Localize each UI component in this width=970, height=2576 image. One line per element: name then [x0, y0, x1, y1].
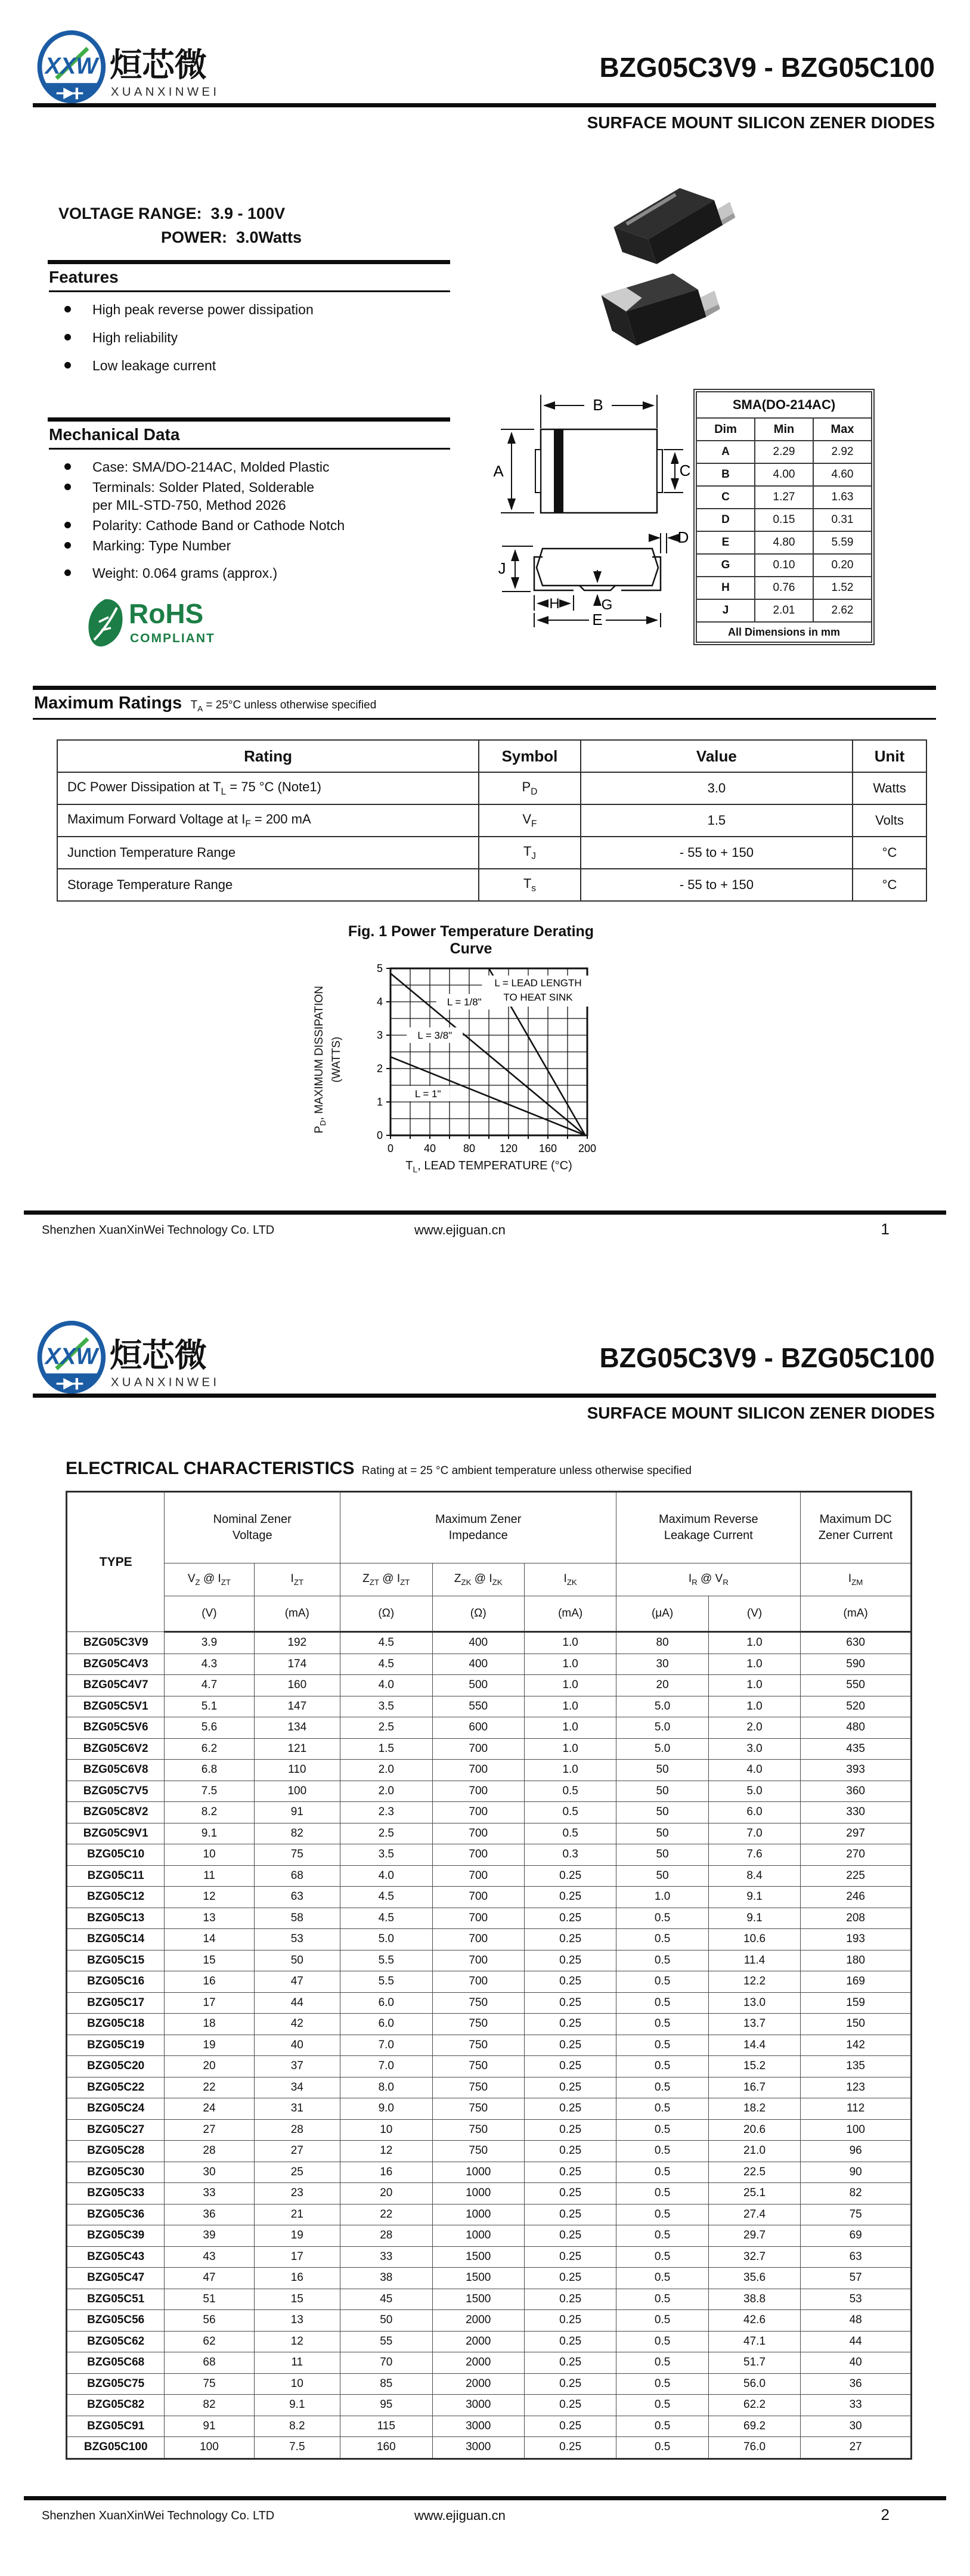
figure-y-axis-label: $P_D$, MAXIMUM DISSIPATION (WATTS)	[313, 986, 343, 1134]
figure-title: Fig. 1 Power Temperature Derating Curve	[348, 923, 594, 957]
bullet-icon	[64, 334, 71, 340]
bullet-item: Polarity: Cathode Band or Cathode Notch	[48, 516, 450, 534]
table-row: E 4.80 5.59	[696, 531, 872, 554]
table-row: BZG05C17 17 44 6.0 750 0.25 0.5 13.0 159	[67, 1992, 912, 2014]
maximum-reverse-leakage-header: Maximum Reverse Leakage Current	[616, 1492, 801, 1563]
dim-label-d: D	[677, 528, 689, 546]
maximum-ratings-note: $T_A = 25^\circ C$ unless otherwise specified	[190, 699, 377, 713]
logo-acronym: XXW	[45, 1343, 98, 1370]
table-row: BZG05C100 100 7.5 160 3000 0.25 0.5 76.0 27	[67, 2437, 912, 2459]
table-row: BZG05C75 75 10 85 2000 0.25 0.5 56.0 36	[67, 2373, 912, 2395]
table-row: BZG05C15 15 50 5.5 700 0.25 0.5 11.4 180	[67, 1950, 912, 1971]
izm-header: $I_{ZM}$	[801, 1563, 912, 1596]
maximum-ratings-section-header	[33, 686, 936, 720]
voltage-range-label: VOLTAGE RANGE:	[58, 205, 202, 222]
footer-company: Shenzhen XuanXinWei Technology Co. LTD	[42, 1224, 275, 1237]
table-row: BZG05C10 10 75 3.5 700 0.3 50 7.6 270	[67, 1844, 912, 1866]
table-row: BZG05C5V1 5.1 147 3.5 550 1.0 5.0 1.0 520	[67, 1696, 912, 1717]
bullet-icon	[64, 484, 71, 490]
table-row: B 4.00 4.60	[696, 463, 872, 486]
logo-chinese-name: 烜芯微	[109, 47, 207, 83]
header-divider	[33, 1394, 936, 1398]
bullet-icon	[64, 362, 71, 369]
unit-ma2: (mA)	[524, 1596, 616, 1632]
table-row: BZG05C19 19 40 7.0 750 0.25 0.5 14.4 142	[67, 2035, 912, 2056]
bullet-icon	[64, 463, 71, 470]
ir-vr-header: $I_R$ @ $V_R$	[616, 1563, 801, 1596]
svg-text:L = LEAD LENGTH: L = LEAD LENGTH	[494, 977, 582, 989]
power-value: 3.0Watts	[236, 228, 302, 246]
logo-chinese-name: 烜芯微	[109, 1337, 207, 1374]
company-logo-icon	[33, 29, 224, 107]
table-row: Junction Temperature Range $T_J$ - 55 to + 150 °C	[57, 837, 926, 869]
footer-url[interactable]: www.ejiguan.cn	[414, 2508, 506, 2523]
table-row: BZG05C33 33 23 20 1000 0.25 0.5 25.1 82	[67, 2183, 912, 2205]
table-row: BZG05C43 43 17 33 1500 0.25 0.5 32.7 63	[67, 2246, 912, 2268]
nominal-zener-voltage-header: Nominal Zener Voltage	[165, 1492, 340, 1563]
dim-label-a: A	[493, 462, 504, 480]
table-row: BZG05C18 18 42 6.0 750 0.25 0.5 13.7 150	[67, 2014, 912, 2035]
table-row: BZG05C14 14 53 5.0 700 0.25 0.5 10.6 193	[67, 1929, 912, 1950]
table-row: DC Power Dissipation at $T_L = 75$ °C (Note1) $P_D$ 3.0 Watts	[57, 772, 926, 804]
footer-divider	[24, 1210, 946, 1215]
unit-ohm2: (Ω)	[432, 1596, 524, 1632]
vz-izt-header: $V_Z$ @ $I_{ZT}$	[165, 1563, 254, 1596]
svg-text:0: 0	[387, 1143, 394, 1154]
table-row: A 2.29 2.92	[696, 441, 872, 463]
bullet-item: High reliability	[48, 329, 450, 346]
zzk-izk-header: $Z_{ZK}$ @ $I_{ZK}$	[432, 1563, 524, 1596]
svg-text:5: 5	[376, 962, 383, 974]
rohs-compliant-icon	[85, 593, 234, 650]
table-row: Maximum Forward Voltage at $I_F = 200$ mA $V_F$ 1.5 Volts	[57, 804, 926, 837]
electrical-characteristics-header	[66, 1459, 912, 1479]
table-row: BZG05C13 13 58 4.5 700 0.25 0.5 9.1 208	[67, 1908, 912, 1929]
min-col-header: Min	[755, 418, 813, 441]
svg-text:120: 120	[499, 1143, 518, 1154]
dim-label-j: J	[498, 559, 506, 577]
svg-text:160: 160	[538, 1143, 557, 1154]
maximum-dc-zener-current-header: Maximum DC Zener Current	[801, 1492, 912, 1563]
table-row: BZG05C8V2 8.2 91 2.3 700 0.5 50 6.0 330	[67, 1802, 912, 1823]
page-subtitle: SURFACE MOUNT SILICON ZENER DIODES	[587, 1404, 935, 1422]
max-ratings-body	[57, 772, 926, 901]
mechanical-data-list	[48, 458, 450, 582]
features-heading: Features	[49, 267, 450, 292]
table-row: BZG05C91 91 8.2 115 3000 0.25 0.5 69.2 30	[67, 2416, 912, 2437]
table-row: H 0.76 1.52	[696, 577, 872, 599]
bullet-icon	[64, 542, 71, 549]
mechanical-data-heading: Mechanical Data	[49, 424, 450, 450]
rating-col-header: Rating	[57, 740, 479, 772]
table-row: BZG05C24 24 31 9.0 750 0.25 0.5 18.2 112	[67, 2098, 912, 2120]
bullet-icon	[64, 306, 71, 312]
svg-text:40: 40	[423, 1143, 436, 1154]
logo-english-name: XUANXINWEI	[110, 1376, 220, 1389]
maximum-ratings-heading: Maximum Ratings	[34, 693, 182, 713]
electrical-characteristics-table	[66, 1491, 912, 2460]
svg-text:4: 4	[376, 996, 383, 1008]
voltage-power-summary	[58, 202, 302, 249]
table-row: BZG05C5V6 5.6 134 2.5 600 1.0 5.0 2.0 480	[67, 1717, 912, 1739]
bullet-item: Marking: Type Number	[48, 537, 450, 555]
svg-text:L = 3/8": L = 3/8"	[417, 1030, 453, 1041]
table-row: BZG05C4V3 4.3 174 4.5 400 1.0 30 1.0 590	[67, 1654, 912, 1675]
table-row: BZG05C30 30 25 16 1000 0.25 0.5 22.5 90	[67, 2162, 912, 2183]
svg-text:3: 3	[376, 1029, 383, 1041]
table-row: BZG05C68 68 11 70 2000 0.25 0.5 51.7 40	[67, 2352, 912, 2374]
unit-ohm: (Ω)	[340, 1596, 432, 1632]
features-section	[48, 260, 450, 385]
power-label: POWER:	[161, 228, 227, 246]
table-row: BZG05C36 36 21 22 1000 0.25 0.5 27.4 75	[67, 2204, 912, 2225]
page2-footer	[24, 2496, 946, 2544]
bullet-icon	[64, 569, 71, 576]
logo-english-name: XUANXINWEI	[110, 85, 220, 99]
elec-table-body	[67, 1632, 912, 2459]
rohs-compliant-label: COMPLIANT	[130, 631, 215, 645]
header-divider	[33, 103, 936, 107]
rohs-label: RoHS	[129, 598, 204, 629]
dim-label-h: H	[549, 596, 560, 612]
table-row: J 2.01 2.62	[696, 599, 872, 622]
bullet-item: Low leakage current	[48, 357, 450, 374]
svg-text:200: 200	[578, 1143, 597, 1154]
svg-text:80: 80	[463, 1143, 476, 1154]
maximum-zener-impedance-header: Maximum Zener Impedance	[340, 1492, 616, 1563]
electrical-characteristics-note: Rating at = 25 °C ambient temperature unless otherwise specified	[361, 1465, 692, 1477]
table-row: BZG05C22 22 34 8.0 750 0.25 0.5 16.7 123	[67, 2077, 912, 2098]
table-row: BZG05C16 16 47 5.5 700 0.25 0.5 12.2 169	[67, 1971, 912, 1993]
page-number: 2	[881, 2506, 890, 2524]
page-title: BZG05C3V9 - BZG05C100	[599, 52, 935, 83]
svg-text:1: 1	[376, 1096, 383, 1108]
bullet-item: Case: SMA/DO-214AC, Molded Plastic	[48, 458, 450, 476]
footer-url[interactable]: www.ejiguan.cn	[414, 1222, 506, 1237]
bullet-item: Weight: 0.064 grams (approx.)	[48, 564, 450, 582]
svg-text:L = 1": L = 1"	[414, 1088, 441, 1100]
dim-label-e: E	[592, 611, 603, 628]
derating-figure	[298, 923, 715, 1174]
table-row: Storage Temperature Range $T_s$ - 55 to + 150 °C	[57, 869, 926, 901]
table-row: BZG05C6V2 6.2 121 1.5 700 1.0 5.0 3.0 435	[67, 1738, 912, 1760]
izk-header: $I_{ZK}$	[524, 1563, 616, 1596]
value-col-header: Value	[581, 740, 853, 772]
page-subtitle: SURFACE MOUNT SILICON ZENER DIODES	[587, 113, 935, 132]
features-list	[48, 301, 450, 374]
table-row: BZG05C62 62 12 55 2000 0.25 0.5 47.1 44	[67, 2331, 912, 2352]
izt-header: $I_{ZT}$	[254, 1563, 340, 1596]
figure-x-axis-label: $T_L$, LEAD TEMPERATURE (°C)	[405, 1159, 572, 1174]
dim-label-c: C	[679, 462, 691, 479]
mechanical-data-section	[48, 417, 450, 584]
company-logo-icon	[33, 1319, 224, 1398]
bullet-item: High peak reverse power dissipation	[48, 301, 450, 318]
dim-col-header: Dim	[696, 418, 755, 441]
page1-header	[33, 26, 936, 169]
logo-acronym: XXW	[45, 53, 98, 79]
table-row: BZG05C51 51 15 45 1500 0.25 0.5 38.8 53	[67, 2289, 912, 2310]
type-col-header: TYPE	[67, 1492, 165, 1632]
voltage-range-value: 3.9 - 100V	[210, 205, 286, 222]
table-row: BZG05C11 11 68 4.0 700 0.25 50 8.4 225	[67, 1865, 912, 1887]
table-row: BZG05C20 20 37 7.0 750 0.25 0.5 15.2 135	[67, 2056, 912, 2077]
table-row: BZG05C39 39 19 28 1000 0.25 0.5 29.7 69	[67, 2225, 912, 2247]
table-row: BZG05C56 56 13 50 2000 0.25 0.5 42.6 48	[67, 2310, 912, 2332]
page-number: 1	[881, 1220, 890, 1238]
svg-text:TO HEAT SINK: TO HEAT SINK	[503, 992, 573, 1003]
table-row: BZG05C3V9 3.9 192 4.5 400 1.0 80 1.0 630	[67, 1632, 912, 1654]
bullet-icon	[64, 522, 71, 528]
table-row: BZG05C9V1 9.1 82 2.5 700 0.5 50 7.0 297	[67, 1823, 912, 1844]
symbol-col-header: Symbol	[479, 740, 581, 772]
page1-footer	[24, 1210, 946, 1258]
table-row: BZG05C7V5 7.5 100 2.0 700 0.5 50 5.0 360	[67, 1781, 912, 1802]
table-row: BZG05C4V7 4.7 160 4.0 500 1.0 20 1.0 550	[67, 1675, 912, 1696]
svg-text:0: 0	[376, 1129, 383, 1141]
package-photo	[557, 172, 760, 371]
page-title: BZG05C3V9 - BZG05C100	[599, 1342, 935, 1373]
table-row: C 1.27 1.63	[696, 486, 872, 509]
dimension-table-footer: All Dimensions in mm	[696, 622, 872, 642]
max-col-header: Max	[813, 418, 872, 441]
dimension-table	[693, 389, 875, 645]
table-row: BZG05C82 82 9.1 95 3000 0.25 0.5 62.2 33	[67, 2395, 912, 2416]
table-row: BZG05C12 12 63 4.5 700 0.25 1.0 9.1 246	[67, 1887, 912, 1908]
maximum-ratings-table	[57, 739, 927, 902]
unit-v2: (V)	[708, 1596, 800, 1632]
dim-table-body	[696, 441, 872, 622]
footer-divider	[24, 2496, 946, 2500]
package-dimension-drawing	[484, 383, 692, 638]
page2-header	[33, 1317, 936, 1460]
zzt-izt-header: $Z_{ZT}$ @ $I_{ZT}$	[340, 1563, 432, 1596]
table-row: D 0.15 0.31	[696, 509, 872, 531]
unit-ua: (μA)	[616, 1596, 708, 1632]
unit-ma3: (mA)	[801, 1596, 912, 1632]
derating-chart-svg	[358, 961, 620, 1158]
table-row: BZG05C47 47 16 38 1500 0.25 0.5 35.6 57	[67, 2268, 912, 2289]
svg-text:2: 2	[376, 1063, 383, 1075]
dim-label-g: G	[601, 597, 613, 613]
table-row: BZG05C28 28 27 12 750 0.25 0.5 21.0 96	[67, 2141, 912, 2162]
unit-v: (V)	[165, 1596, 254, 1632]
bullet-item: Terminals: Solder Plated, Solderable per MIL-STD-750, Method 2026	[48, 478, 450, 514]
svg-text:L = 1/8": L = 1/8"	[447, 996, 482, 1008]
unit-ma: (mA)	[254, 1596, 340, 1632]
table-row: BZG05C27 27 28 10 750 0.25 0.5 20.6 100	[67, 2119, 912, 2141]
electrical-characteristics-heading: ELECTRICAL CHARACTERISTICS	[66, 1459, 355, 1478]
dim-label-b: B	[593, 396, 603, 414]
footer-company: Shenzhen XuanXinWei Technology Co. LTD	[42, 2509, 275, 2522]
table-row: G 0.10 0.20	[696, 554, 872, 577]
dimension-table-title: SMA(DO-214AC)	[696, 392, 872, 418]
unit-col-header: Unit	[853, 740, 926, 772]
table-row: BZG05C6V8 6.8 110 2.0 700 1.0 50 4.0 393	[67, 1760, 912, 1781]
